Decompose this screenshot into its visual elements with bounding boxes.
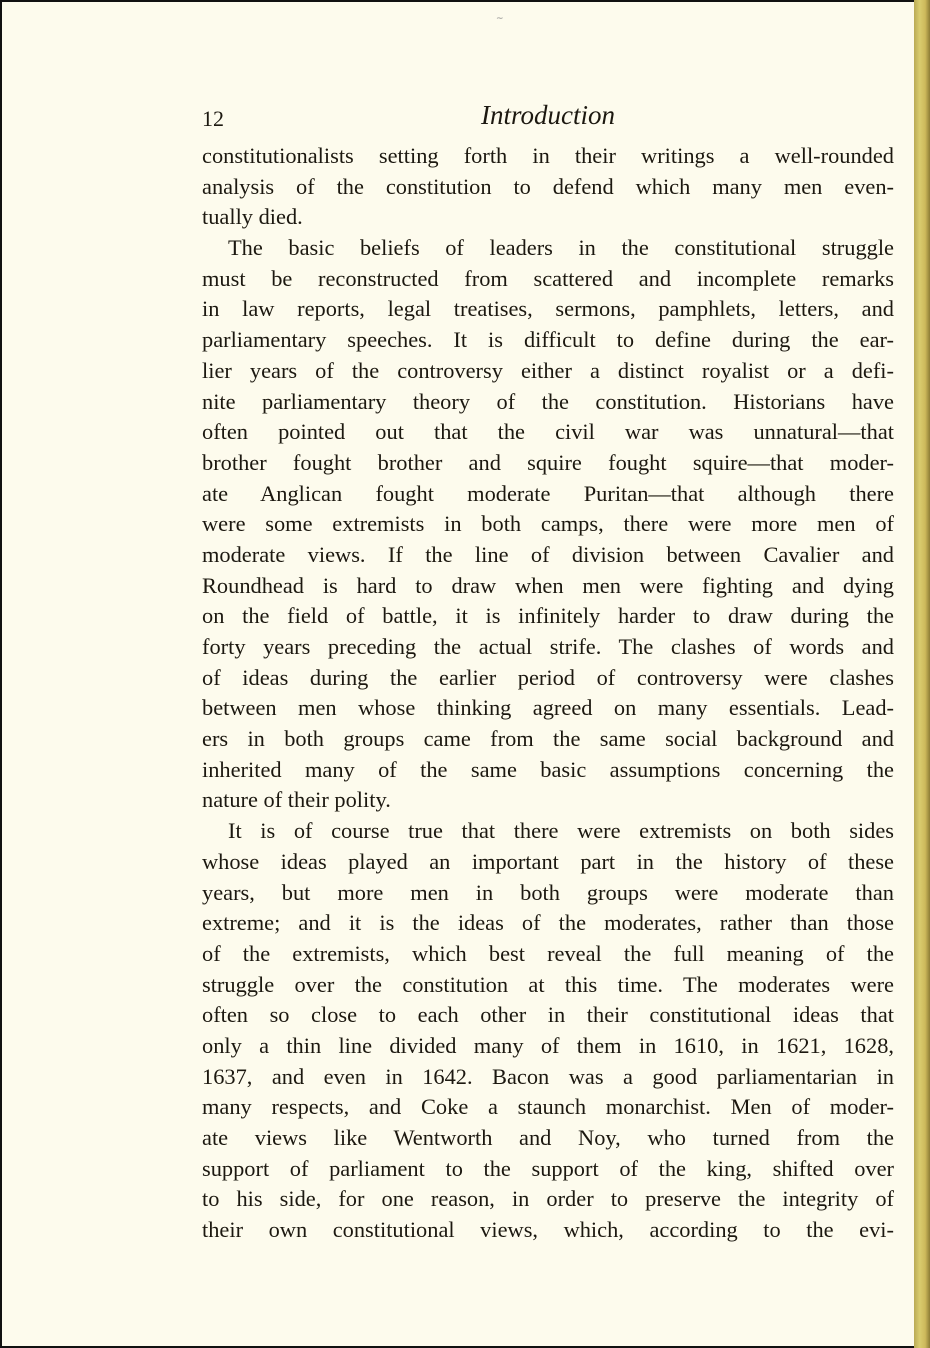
text-line: The basic beliefs of leaders in the constitutional struggle [228,235,894,261]
text-line: in law reports, legal treatises, sermons, pamphlets, letters, and [202,296,894,322]
text-line: nite parliamentary theory of the constitution. Historians have [202,388,894,414]
text-line: their own constitutional views, which, according to the evi- [202,1217,894,1243]
text-line: tually died. [202,204,303,230]
text-line: 1637, and even in 1642. Bacon was a good parliamentarian in [202,1063,894,1089]
text-line: support of parliament to the support of the king, shifted over [202,1155,894,1181]
top-mark: ~ [496,14,504,24]
text-line: whose ideas played an important part in the history of these [202,848,894,874]
text-line: ate views like Wentworth and Noy, who turned from the [202,1125,894,1150]
text-line: ers in both groups came from the same social background and [202,726,894,752]
page-header [202,100,894,134]
text-line: inherited many of the same basic assumptions concerning the [202,756,894,782]
text-line: ate Anglican fought moderate Puritan—that although there [202,480,894,506]
text-line: must be reconstructed from scattered and incomplete remarks [202,265,894,291]
text-line: brother fought brother and squire fought squire—that moder- [202,449,894,475]
text-line: many respects, and Coke a staunch monarchist. Men of moder- [202,1094,894,1120]
text-line: often pointed out that the civil war was unnatural—that [202,419,894,445]
text-line: of the extremists, which best reveal the full meaning of the [202,940,894,966]
text-line: It is of course true that there were extremists on both sides [228,818,894,844]
text-line: on the field of battle, it is infinitely harder to draw during the [202,603,894,629]
text-line: years, but more men in both groups were moderate than [202,879,894,905]
text-line: to his side, for one reason, in order to preserve the integrity of [202,1186,894,1212]
running-head: Introduction [481,100,615,130]
body-text [202,141,894,1246]
text-line: parliamentary speeches. It is difficult to define during the ear- [202,327,894,353]
text-line: extreme; and it is the ideas of the moderates, rather than those [202,910,894,936]
text-line: between men whose thinking agreed on many essentials. Lead- [202,695,894,721]
text-line: often so close to each other in their constitutional ideas that [202,1002,894,1028]
text-line: struggle over the constitution at this time. The moderates were [202,971,894,997]
text-line: were some extremists in both camps, there were more men of [202,511,894,537]
text-line: only a thin line divided many of them in 1610, in 1621, 1628, [202,1032,894,1058]
text-line: of ideas during the earlier period of controversy were clashes [202,664,894,690]
text-line: moderate views. If the line of division between Cavalier and [202,541,894,567]
text-line: analysis of the constitution to defend which many men even- [202,173,894,199]
page-edge [914,0,930,1348]
page-number: 12 [202,106,224,131]
text-line: forty years preceding the actual strife. The clashes of words and [202,634,894,659]
book-page [2,2,914,1346]
text-line: Roundhead is hard to draw when men were fighting and dying [202,572,894,598]
text-line: lier years of the controversy either a distinct royalist or a defi- [202,357,894,383]
text-line: nature of their polity. [202,787,391,813]
text-line: constitutionalists setting forth in their writings a well-rounded [202,143,894,168]
